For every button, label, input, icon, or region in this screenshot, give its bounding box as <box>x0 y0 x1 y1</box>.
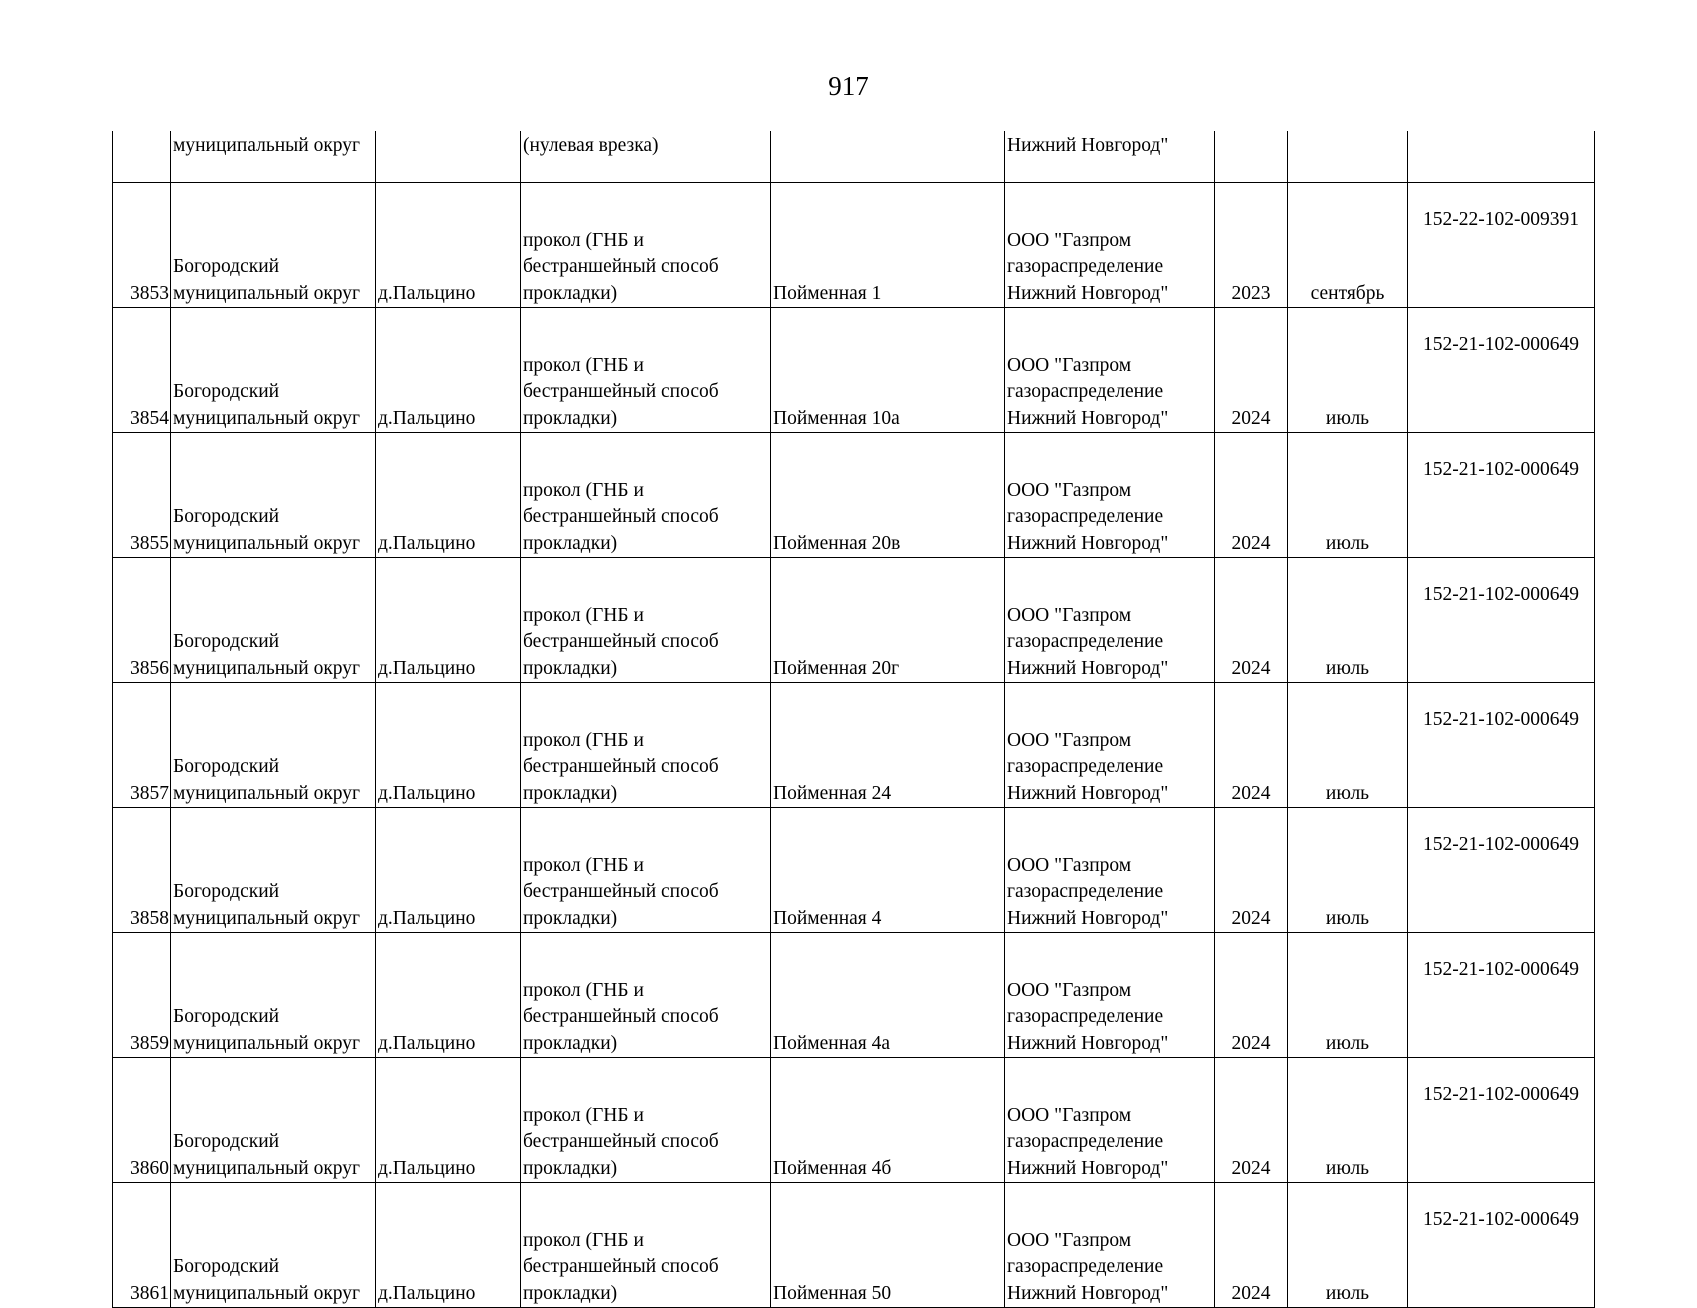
code-cell: 152-21-102-000649 <box>1408 308 1595 433</box>
district-cell <box>171 558 376 683</box>
code-cell: 152-21-102-000649 <box>1408 433 1595 558</box>
work-type-line-2: бестраншейный способ <box>523 381 719 402</box>
street-cell: Пойменная 24 <box>771 683 1005 808</box>
organization-line-2: газораспределение <box>1007 506 1164 527</box>
organization-line-3: Нижний Новгород" <box>1007 532 1169 554</box>
organization-line-1: ООО "Газпром <box>1007 1229 1132 1251</box>
work-type-line-1: прокол (ГНБ и <box>523 979 644 1001</box>
row-number: 3854 <box>113 308 171 433</box>
work-type-cell <box>521 1058 771 1183</box>
work-type-line-3: прокладки) <box>523 1157 618 1179</box>
table-row <box>113 1183 1595 1308</box>
row-number: 3858 <box>113 808 171 933</box>
organization-line-2: газораспределение <box>1007 756 1164 777</box>
district-cell <box>171 683 376 808</box>
district-line-2: муниципальный округ <box>173 657 361 679</box>
organization-line-3: Нижний Новгород" <box>1007 907 1169 929</box>
settlement-cell: д.Пальцино <box>376 558 521 683</box>
work-type-line-3: прокладки) <box>523 657 618 679</box>
continuation-row <box>113 131 1595 183</box>
code-cell: 152-21-102-000649 <box>1408 933 1595 1058</box>
year-cell: 2024 <box>1215 933 1288 1058</box>
district-cell <box>171 183 376 308</box>
month-cell: июль <box>1288 683 1408 808</box>
settlement-cell: д.Пальцино <box>376 183 521 308</box>
organization-cell <box>1005 433 1215 558</box>
month-cell: июль <box>1288 933 1408 1058</box>
settlement-cell: д.Пальцино <box>376 433 521 558</box>
year-cell: 2023 <box>1215 183 1288 308</box>
settlement-cell <box>376 131 521 183</box>
street-cell: Пойменная 20в <box>771 433 1005 558</box>
street-cell: Пойменная 4 <box>771 808 1005 933</box>
organization-line-3: Нижний Новгород" <box>1007 782 1169 804</box>
district-line-2: муниципальный округ <box>173 1282 361 1304</box>
table-row <box>113 933 1595 1058</box>
row-number: 3861 <box>113 1183 171 1308</box>
organization-line-3: Нижний Новгород" <box>1007 1032 1169 1054</box>
organization-line-1: ООО "Газпром <box>1007 604 1132 626</box>
work-type-cell <box>521 308 771 433</box>
organization-cell <box>1005 683 1215 808</box>
work-type-line-2: бестраншейный способ <box>523 756 719 777</box>
work-type-line-1: прокол (ГНБ и <box>523 604 644 626</box>
district-line-2: муниципальный округ <box>173 782 361 804</box>
organization-cell <box>1005 808 1215 933</box>
organization-line-1: ООО "Газпром <box>1007 1104 1132 1126</box>
year-cell: 2024 <box>1215 683 1288 808</box>
code-cell <box>1408 131 1595 183</box>
work-type-line-2: бестраншейный способ <box>523 256 719 277</box>
settlement-cell: д.Пальцино <box>376 933 521 1058</box>
organization-cell <box>1005 933 1215 1058</box>
organization-line-2: газораспределение <box>1007 1131 1164 1152</box>
row-number: 3859 <box>113 933 171 1058</box>
street-cell: Пойменная 50 <box>771 1183 1005 1308</box>
code-cell: 152-21-102-000649 <box>1408 1183 1595 1308</box>
street-cell: Пойменная 10а <box>771 308 1005 433</box>
district-line-2: муниципальный округ <box>173 907 361 929</box>
work-type-cell <box>521 1183 771 1308</box>
work-type-cell: (нулевая врезка) <box>521 131 771 183</box>
organization-line-3: Нижний Новгород" <box>1007 407 1169 429</box>
district-cell <box>171 933 376 1058</box>
code-cell: 152-21-102-000649 <box>1408 558 1595 683</box>
work-type-line-1: прокол (ГНБ и <box>523 479 644 501</box>
month-cell: июль <box>1288 433 1408 558</box>
work-type-line-1: прокол (ГНБ и <box>523 1229 644 1251</box>
month-cell: июль <box>1288 558 1408 683</box>
district-cell <box>171 433 376 558</box>
table-row <box>113 1058 1595 1183</box>
code-cell: 152-21-102-000649 <box>1408 683 1595 808</box>
year-cell: 2024 <box>1215 433 1288 558</box>
gas-works-table <box>112 131 1595 1308</box>
work-type-cell <box>521 683 771 808</box>
year-cell: 2024 <box>1215 1183 1288 1308</box>
work-type-line-3: прокладки) <box>523 907 618 929</box>
organization-cell <box>1005 558 1215 683</box>
district-cell <box>171 1183 376 1308</box>
district-cell <box>171 1058 376 1183</box>
organization-line-2: газораспределение <box>1007 631 1164 652</box>
page-number: 917 <box>828 71 869 101</box>
organization-line-1: ООО "Газпром <box>1007 729 1132 751</box>
organization-line-1: ООО "Газпром <box>1007 229 1132 251</box>
month-cell: июль <box>1288 1183 1408 1308</box>
work-type-line-3: прокладки) <box>523 1032 618 1054</box>
table-row <box>113 808 1595 933</box>
work-type-cell <box>521 933 771 1058</box>
num-cell <box>113 131 171 183</box>
organization-line-3: Нижний Новгород" <box>1007 657 1169 679</box>
work-type-line-2: бестраншейный способ <box>523 1006 719 1027</box>
organization-line-3: Нижний Новгород" <box>1007 1157 1169 1179</box>
work-type-cell <box>521 433 771 558</box>
row-number: 3855 <box>113 433 171 558</box>
work-type-line-1: прокол (ГНБ и <box>523 729 644 751</box>
organization-line-3: Нижний Новгород" <box>1007 282 1169 304</box>
district-cell: муниципальный округ <box>171 131 376 183</box>
code-cell: 152-21-102-000649 <box>1408 1058 1595 1183</box>
table-row <box>113 558 1595 683</box>
district-line-1: Богородский <box>173 631 280 652</box>
month-cell: сентябрь <box>1288 183 1408 308</box>
organization-line-2: газораспределение <box>1007 1006 1164 1027</box>
row-number: 3853 <box>113 183 171 308</box>
street-cell: Пойменная 20г <box>771 558 1005 683</box>
work-type-line-3: прокладки) <box>523 407 618 429</box>
settlement-cell: д.Пальцино <box>376 1058 521 1183</box>
table-row <box>113 183 1595 308</box>
table-row <box>113 683 1595 808</box>
organization-line-2: газораспределение <box>1007 256 1164 277</box>
work-type-line-2: бестраншейный способ <box>523 1131 719 1152</box>
month-cell <box>1288 131 1408 183</box>
organization-line-1: ООО "Газпром <box>1007 979 1132 1001</box>
row-number: 3857 <box>113 683 171 808</box>
work-type-line-2: бестраншейный способ <box>523 506 719 527</box>
district-line-1: Богородский <box>173 1006 280 1027</box>
work-type-line-1: прокол (ГНБ и <box>523 854 644 876</box>
month-cell: июль <box>1288 308 1408 433</box>
settlement-cell: д.Пальцино <box>376 808 521 933</box>
organization-line-1: ООО "Газпром <box>1007 354 1132 376</box>
work-type-line-2: бестраншейный способ <box>523 631 719 652</box>
organization-line-2: газораспределение <box>1007 381 1164 402</box>
work-type-line-1: прокол (ГНБ и <box>523 354 644 376</box>
row-number: 3856 <box>113 558 171 683</box>
row-number: 3860 <box>113 1058 171 1183</box>
year-cell: 2024 <box>1215 1058 1288 1183</box>
street-cell: Пойменная 4а <box>771 933 1005 1058</box>
district-line-2: муниципальный округ <box>173 282 361 304</box>
settlement-cell: д.Пальцино <box>376 1183 521 1308</box>
work-type-line-1: прокол (ГНБ и <box>523 1104 644 1126</box>
table-row <box>113 433 1595 558</box>
district-line-2: муниципальный округ <box>173 1032 361 1054</box>
work-type-line-2: бестраншейный способ <box>523 881 719 902</box>
work-type-cell <box>521 558 771 683</box>
district-cell <box>171 308 376 433</box>
district-line-1: Богородский <box>173 381 280 402</box>
street-cell: Пойменная 1 <box>771 183 1005 308</box>
table-row <box>113 308 1595 433</box>
work-type-line-3: прокладки) <box>523 782 618 804</box>
month-cell: июль <box>1288 808 1408 933</box>
year-cell <box>1215 131 1288 183</box>
district-line-2: муниципальный округ <box>173 1157 361 1179</box>
organization-cell: Нижний Новгород" <box>1005 131 1215 183</box>
organization-cell <box>1005 1183 1215 1308</box>
street-cell <box>771 131 1005 183</box>
work-type-cell <box>521 183 771 308</box>
year-cell: 2024 <box>1215 308 1288 433</box>
district-line-1: Богородский <box>173 881 280 902</box>
district-line-2: муниципальный округ <box>173 532 361 554</box>
work-type-line-3: прокладки) <box>523 532 618 554</box>
settlement-cell: д.Пальцино <box>376 683 521 808</box>
work-type-line-2: бестраншейный способ <box>523 1256 719 1277</box>
organization-line-2: газораспределение <box>1007 1256 1164 1277</box>
district-cell <box>171 808 376 933</box>
code-cell: 152-22-102-009391 <box>1408 183 1595 308</box>
settlement-cell: д.Пальцино <box>376 308 521 433</box>
code-cell: 152-21-102-000649 <box>1408 808 1595 933</box>
year-cell: 2024 <box>1215 558 1288 683</box>
organization-line-3: Нижний Новгород" <box>1007 1282 1169 1304</box>
month-cell: июль <box>1288 1058 1408 1183</box>
street-cell: Пойменная 4б <box>771 1058 1005 1183</box>
work-type-line-1: прокол (ГНБ и <box>523 229 644 251</box>
district-line-1: Богородский <box>173 1131 280 1152</box>
organization-cell <box>1005 1058 1215 1183</box>
work-type-line-3: прокладки) <box>523 1282 618 1304</box>
district-line-1: Богородский <box>173 506 280 527</box>
organization-line-1: ООО "Газпром <box>1007 854 1132 876</box>
district-line-2: муниципальный округ <box>173 407 361 429</box>
work-type-line-3: прокладки) <box>523 282 618 304</box>
year-cell: 2024 <box>1215 808 1288 933</box>
district-line-1: Богородский <box>173 756 280 777</box>
district-line-1: Богородский <box>173 1256 280 1277</box>
organization-line-1: ООО "Газпром <box>1007 479 1132 501</box>
organization-cell <box>1005 308 1215 433</box>
organization-line-2: газораспределение <box>1007 881 1164 902</box>
organization-cell <box>1005 183 1215 308</box>
work-type-cell <box>521 808 771 933</box>
district-line-1: Богородский <box>173 256 280 277</box>
